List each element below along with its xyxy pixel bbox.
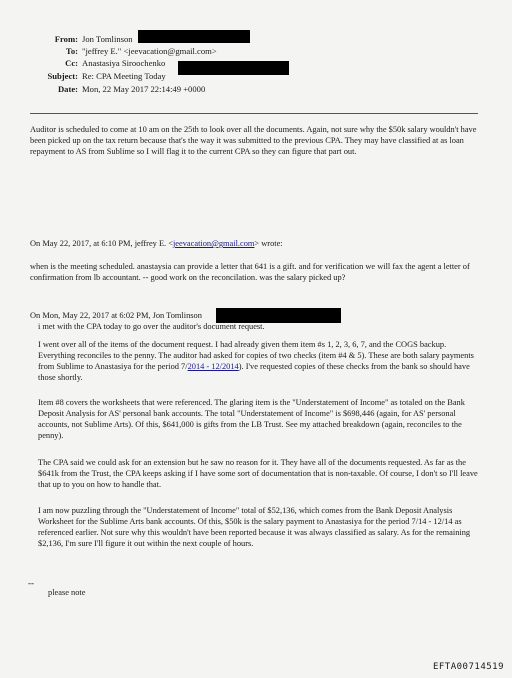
from-label: From: [54,34,78,44]
paragraph-text: ). I've requested copies of these checks from the bank so should have those shortly. [38,361,470,382]
email-link[interactable]: jeevacation@gmail.com [172,239,255,248]
document-id: EFTA00714519 [432,662,504,672]
subject-value: Re: CPA Meeting Today [82,71,166,81]
redaction-box [178,61,289,75]
from-value: Jon Tomlinson [82,34,133,44]
paragraph-auditor: Auditor is scheduled to come at 10 am on the 25th to look over all the documents. Again, not sure why the $50k salary wouldn't have been picked up on the tax return because that's the way it was submitted to the previous CPA. They may have classified at as loan repayment to AS from Sublime so I will flag it to the current CPA so they can figure that part out. [30,125,477,156]
header-divider [30,113,478,114]
quote-header-text: On Mon, May 22, 2017 at 6:02 PM, Jon Tomlinson [30,311,202,320]
paragraph-text: I went over all of the items of the document request. I had already given them item #s 1, 2, 3, 6, 7, and the COGS backup. Everything reconciles to the penny. The auditor had asked for copies of two checks (item #4 & 5). These are both salary payments from Sublime to Anastasiya for the period 7/ [38,340,474,371]
signature-separator: -- [28,578,34,588]
paragraph-jeffrey-reply: when is the meeting scheduled. anastaysia can provide a letter that 641 is a gift. and for verification we will fax the agent a letter of confirmation from lb accountant. -- good work on the reconcilation. was the salary picked up? [30,262,470,282]
paragraph-item-8: Item #8 covers the worksheets that were referenced. The glaring item is the "Understatement of Income" as totaled on the Bank Deposit Analysis for AS' personal bank accounts. The total "Understatement of Income" is $698,446 (again, for AS' personal accounts, not Sublime Arts). Of this, $641,000 is gifts from the LB Trust. See my attached breakdown (again, reconciles to the penny). [38,398,465,440]
date-range-link[interactable]: 2014 - 12/2014 [187,361,239,371]
paragraph-extension: The CPA said we could ask for an extension but he saw no reason for it. They have all of the documents requested. As far as the $641k from the Trust, the CPA keeps asking if I have some sort of documentation that is non-taxable. Of course, I don't so I'll leave that up to you on how to handle that. [38,458,478,489]
to-value: "jeffrey E." <jeevacation@gmail.com> [82,46,217,56]
date-value: Mon, 22 May 2017 22:14:49 +0000 [82,84,206,94]
quote-header-jeffrey [30,239,482,250]
redaction-box [216,308,341,323]
cc-label: Cc: [65,58,78,68]
subject-label: Subject: [47,71,78,81]
quote-header-text: On May 22, 2017, at 6:10 PM, jeffrey E. < [30,239,173,248]
paragraph-understatement: I am now puzzling through the "Understatement of Income" total of $52,136, which comes from the Bank Deposit Analysis Worksheet for the Sublime Arts bank accounts. Of this, $50k is the salary payment to Anastasiya for the period 7/14 - 12/14 as referenced earlier. Not sure why this wouldn't have been reported because it was always classified as salary. As for the remaining $2,136, I'm sure I'll figure it out within the next couple of hours. [38,506,471,548]
date-label: Date: [57,84,78,94]
paragraph-cpa-meeting: i met with the CPA today to go over the auditor's document request. [38,322,265,331]
to-label: To: [65,46,78,56]
paragraph-document-request [38,340,478,384]
quote-header-text: > wrote: [254,239,283,248]
closing-note: please note [48,588,86,597]
redaction-box [138,30,250,43]
cc-value: Anastasiya Siroochenko [82,58,166,68]
